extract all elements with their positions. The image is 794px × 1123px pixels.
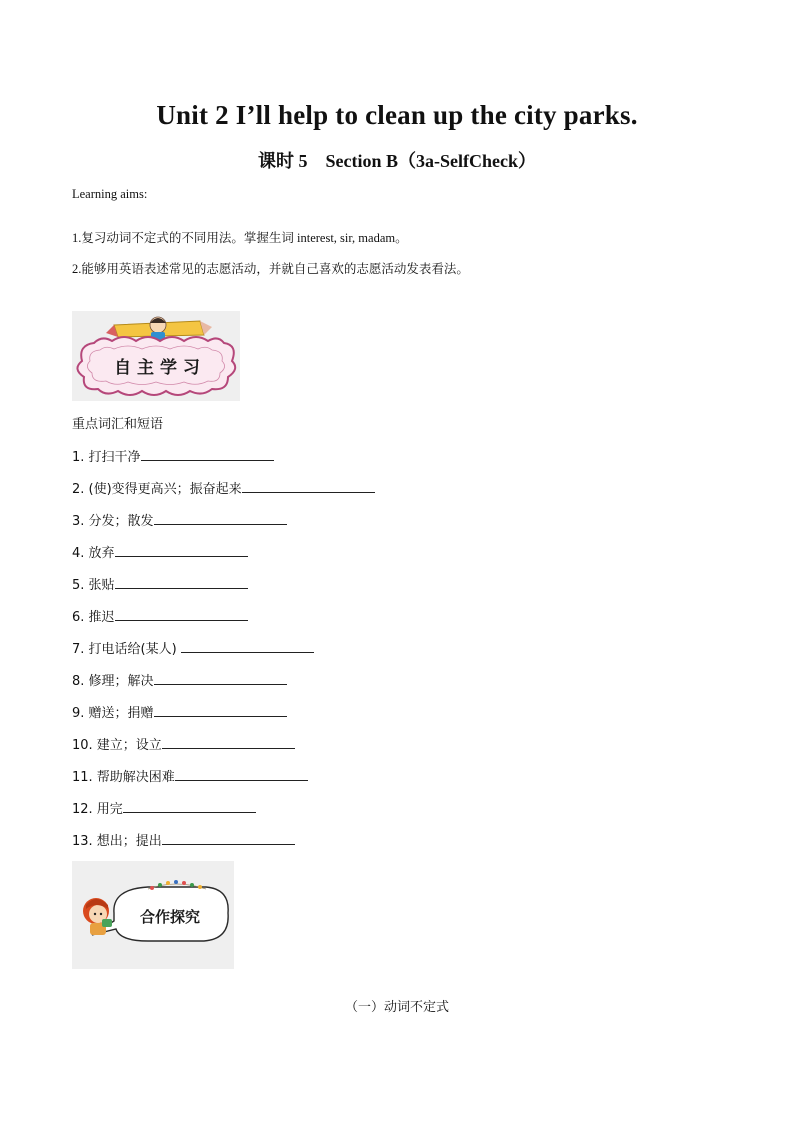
lesson-subtitle: 课时 5 Section B（3a-SelfCheck） xyxy=(258,151,536,171)
self-study-badge-text: 自 主 学 习 xyxy=(114,358,200,378)
vocab-prompt: 8. 修理；解决 xyxy=(72,674,154,689)
vocab-prompt: 13. 想出；提出 xyxy=(72,834,162,849)
answer-blank[interactable] xyxy=(115,575,248,589)
answer-blank[interactable] xyxy=(154,511,287,525)
vocab-item xyxy=(72,703,375,735)
vocab-prompt: 6. 推迟 xyxy=(72,610,115,625)
vocab-item xyxy=(72,671,375,703)
learning-aim-2: 2.能够用英语表述常见的志愿活动，并就自己喜欢的志愿活动发表看法。 xyxy=(72,262,469,276)
vocab-prompt: 3. 分发；散发 xyxy=(72,514,154,529)
learning-aim-1: 1.复习动词不定式的不同用法。掌握生词 interest, sir, madam。 xyxy=(72,231,408,245)
vocab-list xyxy=(72,447,375,863)
vocab-prompt: 10. 建立；设立 xyxy=(72,738,162,753)
answer-blank[interactable] xyxy=(154,703,287,717)
cooperate-badge xyxy=(72,861,234,969)
answer-blank[interactable] xyxy=(181,639,314,653)
self-study-badge-art xyxy=(72,311,240,401)
vocab-prompt: 1. 打扫干净 xyxy=(72,450,141,465)
vocab-prompt: 7. 打电话给(某人) xyxy=(72,642,181,657)
answer-blank[interactable] xyxy=(123,799,256,813)
vocab-item xyxy=(72,511,375,543)
vocab-heading: 重点词汇和短语 xyxy=(72,417,164,432)
answer-blank[interactable] xyxy=(115,543,248,557)
vocab-prompt: 11. 帮助解决困难 xyxy=(72,770,175,785)
vocab-prompt: 9. 赠送；捐赠 xyxy=(72,706,154,721)
vocab-item xyxy=(72,831,375,863)
self-study-badge xyxy=(72,311,240,401)
part-one-heading: （一）动词不定式 xyxy=(344,1000,449,1015)
cooperate-badge-art xyxy=(72,861,234,969)
answer-blank[interactable] xyxy=(115,607,248,621)
cooperate-badge-text: 合作探究 xyxy=(139,908,201,926)
vocab-item xyxy=(72,543,375,575)
vocab-item xyxy=(72,447,375,479)
answer-blank[interactable] xyxy=(162,831,295,845)
page-title: Unit 2 I’ll help to clean up the city parks. xyxy=(156,100,638,130)
vocab-prompt: 12. 用完 xyxy=(72,802,123,817)
answer-blank[interactable] xyxy=(175,767,308,781)
answer-blank[interactable] xyxy=(242,479,375,493)
vocab-item xyxy=(72,639,375,671)
vocab-item xyxy=(72,607,375,639)
answer-blank[interactable] xyxy=(141,447,274,461)
vocab-item xyxy=(72,575,375,607)
vocab-item xyxy=(72,479,375,511)
vocab-item xyxy=(72,767,375,799)
vocab-prompt: 5. 张贴 xyxy=(72,578,115,593)
vocab-item xyxy=(72,735,375,767)
vocab-prompt: 2. (使)变得更高兴；振奋起来 xyxy=(72,482,242,497)
answer-blank[interactable] xyxy=(162,735,295,749)
vocab-prompt: 4. 放弃 xyxy=(72,546,115,561)
vocab-item xyxy=(72,799,375,831)
learning-aims-label: Learning aims: xyxy=(72,187,148,201)
answer-blank[interactable] xyxy=(154,671,287,685)
